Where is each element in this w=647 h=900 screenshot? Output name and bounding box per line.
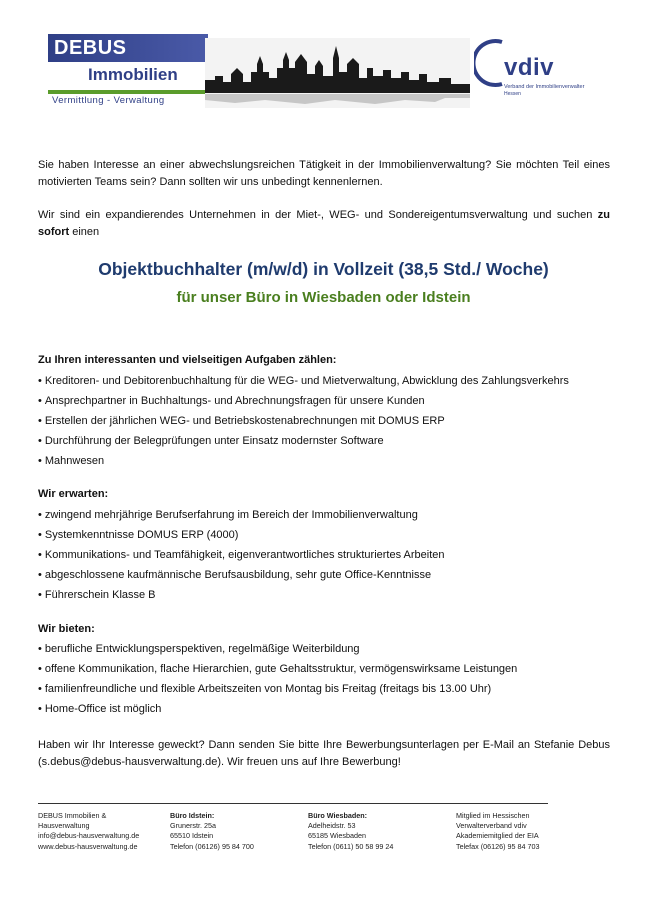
company-text-start: Wir sind ein expandierendes Unternehmen in der Miet-, WEG- und Sondereigentumsverwaltung und suchen xyxy=(38,209,598,221)
footer-divider xyxy=(38,803,548,804)
header-banner xyxy=(40,30,468,110)
offer-list xyxy=(38,639,517,719)
footer-line: Verwalterverband vdiv xyxy=(456,821,527,831)
tasks-list xyxy=(38,371,569,471)
list-item: • offene Kommunikation, flache Hierarchien, gute Gehaltsstruktur, vermögenswirksame Leistungen xyxy=(38,659,517,679)
company-text-bold: zu sofort xyxy=(38,209,610,238)
debus-logo xyxy=(48,34,208,104)
footer-heading: Büro Wiesbaden: xyxy=(308,811,368,820)
footer-email[interactable]: info@debus-hausverwaltung.de xyxy=(38,831,140,841)
expect-list xyxy=(38,505,445,605)
vdiv-logo xyxy=(474,36,614,102)
intro-paragraph: Sie haben Interesse an einer abwechslungsreichen Tätigkeit in der Immobilienverwaltung? Sie möchten Teil eines motivierten Teams sein? Dann sollten wir uns unbedingt kennenlernen. xyxy=(38,159,610,188)
footer-line: Grunerstr. 25a xyxy=(170,821,216,831)
closing-paragraph: Haben wir Ihr Interesse geweckt? Dann senden Sie bitte Ihre Bewerbungsunterlagen per E-Mail an Stefanie Debus (s.debus@debus-hausverwaltung.de). Wir freuen uns auf Ihre Bewerbung! xyxy=(38,739,610,768)
footer-line: Hausverwaltung xyxy=(38,821,90,831)
footer-line: Telefax (06126) 95 84 703 xyxy=(456,841,540,851)
logo-name: DEBUS xyxy=(54,37,127,59)
footer-line: 65510 Idstein xyxy=(170,831,214,841)
list-item: • Mahnwesen xyxy=(38,451,569,471)
footer-line: Telefon (06126) 95 84 700 xyxy=(170,841,254,851)
offer-heading: Wir bieten: xyxy=(38,623,95,635)
city-skyline-image xyxy=(205,38,470,108)
tasks-heading: Zu Ihren interessanten und vielseitigen Aufgaben zählen: xyxy=(38,354,337,366)
footer-office-wiesbaden xyxy=(308,811,393,852)
logo-subname: Immobilien xyxy=(88,65,178,84)
footer-line: DEBUS Immobilien & xyxy=(38,811,107,820)
company-paragraph xyxy=(38,207,610,241)
footer-line: Mitglied im Hessischen xyxy=(456,811,530,820)
list-item: • Systemkenntnisse DOMUS ERP (4000) xyxy=(38,525,445,545)
list-item: • Kreditoren- und Debitorenbuchhaltung für die WEG- und Mietverwaltung, Abwicklung des Zahlungsverkehrs xyxy=(38,371,569,391)
job-location: für unser Büro in Wiesbaden oder Idstein xyxy=(176,289,471,306)
logo-tagline: Vermittlung - Verwaltung xyxy=(52,95,165,106)
list-item: • zwingend mehrjährige Berufserfahrung im Bereich der Immobilienverwaltung xyxy=(38,505,445,525)
list-item: • berufliche Entwicklungsperspektiven, regelmäßige Weiterbildung xyxy=(38,639,517,659)
list-item: • Ansprechpartner in Buchhaltungs- und Abrechnungsfragen für unsere Kunden xyxy=(38,391,569,411)
footer-line: 65185 Wiesbaden xyxy=(308,831,366,841)
vdiv-name: vdiv xyxy=(504,54,555,81)
list-item: • Führerschein Klasse B xyxy=(38,585,445,605)
logo-divider xyxy=(48,90,208,94)
list-item: • Kommunikations- und Teamfähigkeit, eigenverantwortliches strukturiertes Arbeiten xyxy=(38,545,445,565)
footer-line: Telefon (0611) 50 58 99 24 xyxy=(308,841,394,851)
list-item: • familienfreundliche und flexible Arbeitszeiten von Montag bis Freitag (freitags bis 13.00 Uhr) xyxy=(38,679,517,699)
list-item: • Erstellen der jährlichen WEG- und Betriebskostenabrechnungen mit DOMUS ERP xyxy=(38,411,569,431)
footer-line: Adelheidstr. 53 xyxy=(308,821,356,831)
expect-heading: Wir erwarten: xyxy=(38,488,109,500)
list-item: • abgeschlossene kaufmännische Berufsausbildung, sehr gute Office-Kenntnisse xyxy=(38,565,445,585)
footer-office-idstein xyxy=(170,811,254,852)
company-text-end: einen xyxy=(69,226,100,238)
footer-line: Akademiemitglied der EIA xyxy=(456,831,539,841)
footer-website[interactable]: www.debus-hausverwaltung.de xyxy=(38,841,138,851)
job-title: Objektbuchhalter (m/w/d) in Vollzeit (38,5 Std./ Woche) xyxy=(98,259,549,279)
list-item: • Durchführung der Belegprüfungen unter Einsatz modernster Software xyxy=(38,431,569,451)
footer-heading: Büro Idstein: xyxy=(170,811,215,820)
vdiv-line1: Verband der Immobilienverwalter xyxy=(504,84,585,90)
footer-membership xyxy=(456,811,540,852)
vdiv-line2: Hessen xyxy=(504,91,521,97)
list-item: • Home-Office ist möglich xyxy=(38,699,517,719)
footer-company xyxy=(38,811,139,852)
